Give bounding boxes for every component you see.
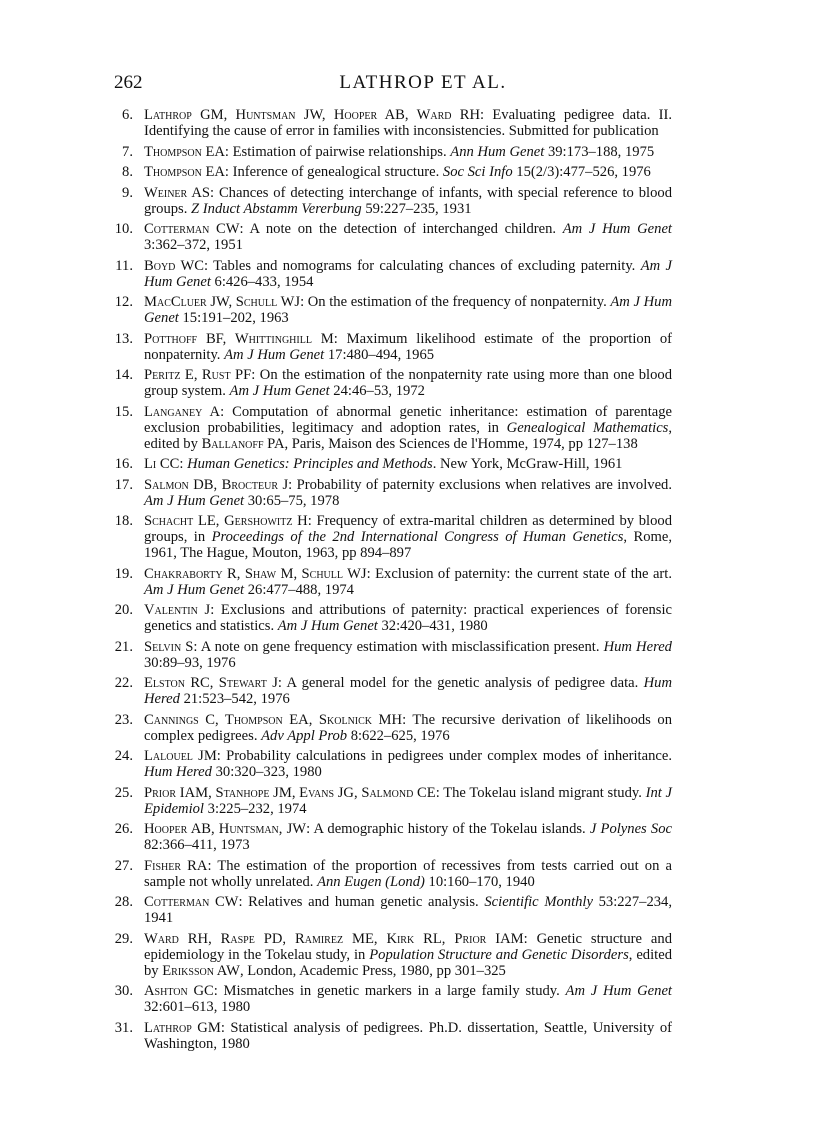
reference-number: 23. <box>114 711 133 728</box>
reference-number: 27. <box>114 857 133 874</box>
author-names: Eriksson AW <box>162 962 240 979</box>
page-header <box>0 0 816 100</box>
reference-segment: 32:420–431, 1980 <box>377 618 488 634</box>
author-names: Thompson EA <box>144 143 225 160</box>
author-names: Langaney A <box>144 403 221 420</box>
reference-segment: : Chances of detecting interchange of infants, with special reference to blood groups. <box>144 184 673 217</box>
journal-title: Am J Hum Genet <box>229 383 330 399</box>
reference-item <box>112 164 672 180</box>
reference-list <box>112 107 672 1056</box>
reference-number: 30. <box>114 983 133 999</box>
reference-segment: 6:426–433, 1954 <box>210 273 314 290</box>
reference-text <box>144 748 672 780</box>
reference-text <box>144 107 672 139</box>
reference-segment: 30:65–75, 1978 <box>244 492 340 509</box>
reference-number: 18. <box>114 513 133 529</box>
reference-text <box>144 185 672 217</box>
journal-title: Int J Epidemiol <box>144 784 672 817</box>
reference-text <box>144 1020 672 1052</box>
reference-number: 21. <box>114 638 133 655</box>
journal-title: Am J Hum Genet <box>565 983 672 999</box>
reference-text <box>144 602 672 634</box>
reference-text <box>144 566 672 598</box>
journal-title: Genealogical Mathematics <box>506 419 669 436</box>
reference-text <box>144 639 672 671</box>
reference-segment: 39:173–188, 1975 <box>544 143 655 160</box>
reference-segment: , edited by <box>144 419 673 452</box>
author-names: Peritz E, Rust PF <box>144 367 252 383</box>
author-names: Lalouel JM <box>144 748 217 764</box>
reference-number: 6. <box>122 107 133 123</box>
reference-text <box>144 164 672 180</box>
reference-item <box>112 107 672 139</box>
journal-title: Population Structure and Genetic Disorders <box>369 946 629 963</box>
reference-segment: 10:160–170, 1940 <box>424 873 535 890</box>
reference-number: 29. <box>114 930 133 947</box>
reference-segment: : The estimation of the proportion of recessives from tests carried out on a sample not wholly unrelated. <box>144 857 673 890</box>
reference-text <box>144 221 672 253</box>
reference-text <box>144 456 672 472</box>
reference-segment: 21:523–542, 1976 <box>179 691 290 707</box>
journal-title: Ann Eugen (Lond) <box>317 873 425 890</box>
journal-title: Proceedings of the 2nd International Congress of Human Genetics <box>211 529 624 545</box>
reference-text <box>144 513 672 561</box>
author-names: Chakraborty R, Shaw M, Schull WJ <box>144 565 367 582</box>
author-names: Boyd WC <box>144 257 204 274</box>
reference-segment: : A demographic history of the Tokelau islands. <box>306 821 590 837</box>
reference-item <box>112 331 672 363</box>
reference-segment: : Frequency of extra-marital children as determined by blood groups, in <box>144 513 672 545</box>
reference-item <box>112 456 672 472</box>
reference-item <box>112 894 672 926</box>
reference-text <box>144 331 672 363</box>
reference-text <box>144 258 672 290</box>
reference-number: 12. <box>114 294 133 310</box>
reference-text <box>144 712 672 744</box>
reference-segment: : Exclusions and attributions of paternity: practical experiences of forensic genetics and statistics. <box>144 602 673 634</box>
reference-number: 9. <box>122 184 133 201</box>
journal-title: Soc Sci Info <box>442 164 513 180</box>
reference-item <box>112 1020 672 1052</box>
reference-segment: : On the estimation of the frequency of nonpaternity. <box>300 294 611 310</box>
reference-segment: 30:320–323, 1980 <box>211 764 322 780</box>
author-names: Thompson EA <box>144 164 225 180</box>
reference-segment: : Mismatches in genetic markers in a large family study. <box>213 983 566 999</box>
reference-segment: : Relatives and human genetic analysis. <box>238 894 485 910</box>
reference-segment: : The Tokelau island migrant study. <box>435 784 646 801</box>
author-names: Ballanoff PA <box>201 435 285 452</box>
reference-text <box>144 894 672 926</box>
author-names: Hooper AB, Huntsman, JW <box>144 821 307 837</box>
author-names: Ashton GC <box>144 983 214 999</box>
reference-number: 20. <box>114 602 133 618</box>
reference-segment: 53:227–234, 1941 <box>144 894 672 926</box>
reference-text <box>144 675 672 707</box>
reference-text <box>144 144 672 160</box>
author-names: Salmon DB, Brocteur J <box>144 476 289 493</box>
reference-item <box>112 931 672 979</box>
reference-segment: : Statistical analysis of pedigrees. Ph.D. dissertation, Seattle, University of Washington, 1980 <box>144 1019 672 1052</box>
reference-number: 22. <box>114 675 133 691</box>
journal-title: Am J Hum Genet <box>144 257 672 290</box>
reference-item <box>112 221 672 253</box>
journal-title: Am J Hum Genet <box>144 294 672 326</box>
reference-item <box>112 258 672 290</box>
reference-segment: : Probability calculations in pedigrees under complex modes of inheritance. <box>216 748 672 764</box>
reference-segment: , edited by <box>144 946 672 979</box>
reference-segment: : A general model for the genetic analysis of pedigree data. <box>277 675 644 691</box>
reference-item <box>112 821 672 853</box>
reference-segment: : A note on gene frequency estimation with misclassification present. <box>193 638 604 655</box>
journal-title: Z Induct Abstamm Vererbung <box>191 200 362 217</box>
journal-title: Ann Hum Genet <box>450 143 545 160</box>
reference-text <box>144 477 672 509</box>
reference-segment: : Genetic structure and epidemiology in the Tokelau study, in <box>144 930 672 963</box>
reference-number: 14. <box>114 367 133 383</box>
author-names: Schacht LE, Gershowitz H <box>144 513 308 529</box>
reference-number: 13. <box>114 330 133 347</box>
journal-title: Hum Hered <box>144 675 672 707</box>
reference-segment: : Exclusion of paternity: the current state of the art. <box>366 565 672 582</box>
reference-segment: 24:46–53, 1972 <box>329 383 425 399</box>
reference-text <box>144 294 672 326</box>
reference-segment: 59:227–235, 1931 <box>361 200 472 217</box>
reference-segment: : A note on the detection of interchanged children. <box>239 221 563 237</box>
reference-segment: 3:225–232, 1974 <box>204 800 307 817</box>
author-names: Potthoff BF, Whittinghill M <box>144 330 334 347</box>
reference-number: 26. <box>114 821 133 837</box>
reference-segment: 17:480–494, 1965 <box>324 346 435 363</box>
reference-number: 10. <box>114 221 133 237</box>
reference-segment: 15:191–202, 1963 <box>178 310 289 326</box>
reference-item <box>112 294 672 326</box>
reference-segment: : Computation of abnormal genetic inheritance: estimation of parentage exclusion probabilities, legitimacy and adoption rates, in <box>144 403 672 436</box>
journal-title: Adv Appl Prob <box>261 727 348 744</box>
reference-segment: : Tables and nomograms for calculating chances of excluding paternity. <box>204 257 641 274</box>
author-names: Valentin J <box>144 602 211 618</box>
journal-title: Am J Hum Genet <box>277 618 378 634</box>
author-names: Weiner AS <box>144 184 210 201</box>
reference-number: 17. <box>114 476 133 493</box>
reference-segment: : Probability of paternity exclusions when relatives are involved. <box>288 476 672 493</box>
reference-item <box>112 144 672 160</box>
reference-segment: : Estimation of pairwise relationships. <box>224 143 451 160</box>
reference-number: 7. <box>122 143 133 160</box>
reference-segment: 15(2/3):477–526, 1976 <box>512 164 651 180</box>
reference-text <box>144 983 672 1015</box>
reference-item <box>112 639 672 671</box>
reference-item <box>112 404 672 452</box>
journal-title: Am J Hum Genet <box>224 346 325 363</box>
reference-segment: , Paris, Maison des Sciences de l'Homme, 1974, pp 127–138 <box>284 435 638 452</box>
author-names: Elston RC, Stewart J <box>144 675 278 691</box>
reference-number: 31. <box>114 1019 133 1036</box>
reference-number: 11. <box>115 257 133 274</box>
reference-segment: 82:366–411, 1973 <box>144 837 250 853</box>
reference-segment: , London, Academic Press, 1980, pp 301–325 <box>239 962 506 979</box>
reference-segment: : On the estimation of the nonpaternity rate using more than one blood group system. <box>144 367 673 399</box>
reference-text <box>144 404 672 452</box>
journal-title: Scientific Monthly <box>484 894 593 910</box>
reference-number: 25. <box>114 784 133 801</box>
author-names: Fisher RA <box>144 857 208 874</box>
reference-item <box>112 566 672 598</box>
journal-title: Hum Hered <box>144 764 212 780</box>
author-names: Selvin S <box>144 638 194 655</box>
author-names: Lathrop GM <box>144 1019 221 1036</box>
reference-segment: 8:622–625, 1976 <box>347 727 450 744</box>
author-names: Cannings C, Thompson EA, Skolnick MH <box>144 711 403 728</box>
reference-text <box>144 821 672 853</box>
reference-segment: 30:89–93, 1976 <box>144 654 236 671</box>
reference-item <box>112 785 672 817</box>
reference-item <box>112 712 672 744</box>
reference-segment: : Maximum likelihood estimate of the proportion of nonpaternity. <box>144 330 672 363</box>
reference-segment: 32:601–613, 1980 <box>144 999 251 1015</box>
reference-item <box>112 748 672 780</box>
reference-item <box>112 185 672 217</box>
reference-item <box>112 367 672 399</box>
author-names: Prior IAM, Stanhope JM, Evans JG, Salmond CE <box>144 784 436 801</box>
author-names: Ward RH, Raspe PD, Ramirez ME, Kirk RL, Prior IAM <box>144 930 524 947</box>
reference-item <box>112 983 672 1015</box>
reference-item <box>112 675 672 707</box>
running-head: LATHROP ET AL. <box>339 72 507 93</box>
reference-segment: : The recursive derivation of likelihoods on complex pedigrees. <box>144 711 672 744</box>
reference-segment: : Inference of genealogical structure. <box>224 164 443 180</box>
reference-item <box>112 858 672 890</box>
reference-segment: 26:477–488, 1974 <box>244 581 354 598</box>
reference-number: 8. <box>122 164 133 180</box>
reference-segment: : <box>179 456 188 472</box>
page-number: 262 <box>114 72 143 93</box>
reference-text <box>144 858 672 890</box>
author-names: MacCluer JW, Schull WJ <box>144 294 301 310</box>
journal-title: J Polynes Soc <box>589 821 672 837</box>
author-names: Cotterman CW <box>144 221 240 237</box>
reference-segment: : Evaluating pedigree data. II. Identifying the cause of error in families with inconsistencies. Submitted for publication <box>144 107 672 139</box>
reference-number: 16. <box>114 456 133 472</box>
reference-item <box>112 602 672 634</box>
reference-number: 19. <box>114 565 133 582</box>
journal-title: Am J Hum Genet <box>144 492 245 509</box>
reference-number: 15. <box>114 403 133 420</box>
author-names: Li CC <box>144 456 180 472</box>
journal-title: Human Genetics: Principles and Methods <box>187 456 433 472</box>
author-names: Cotterman CW <box>144 894 239 910</box>
reference-text <box>144 785 672 817</box>
journal-title: Am J Hum Genet <box>144 581 245 598</box>
reference-item <box>112 477 672 509</box>
reference-text <box>144 367 672 399</box>
reference-text <box>144 931 672 979</box>
reference-segment: . New York, McGraw-Hill, 1961 <box>432 456 623 472</box>
reference-segment: , Rome, 1961, The Hague, Mouton, 1963, pp 894–897 <box>144 529 672 561</box>
author-names: Lathrop GM, Huntsman JW, Hooper AB, Ward RH <box>144 107 481 123</box>
reference-item <box>112 513 672 561</box>
reference-number: 24. <box>114 748 133 764</box>
reference-segment: 3:362–372, 1951 <box>144 237 243 253</box>
journal-title: Am J Hum Genet <box>562 221 672 237</box>
journal-title: Hum Hered <box>603 638 672 655</box>
reference-number: 28. <box>114 894 133 910</box>
